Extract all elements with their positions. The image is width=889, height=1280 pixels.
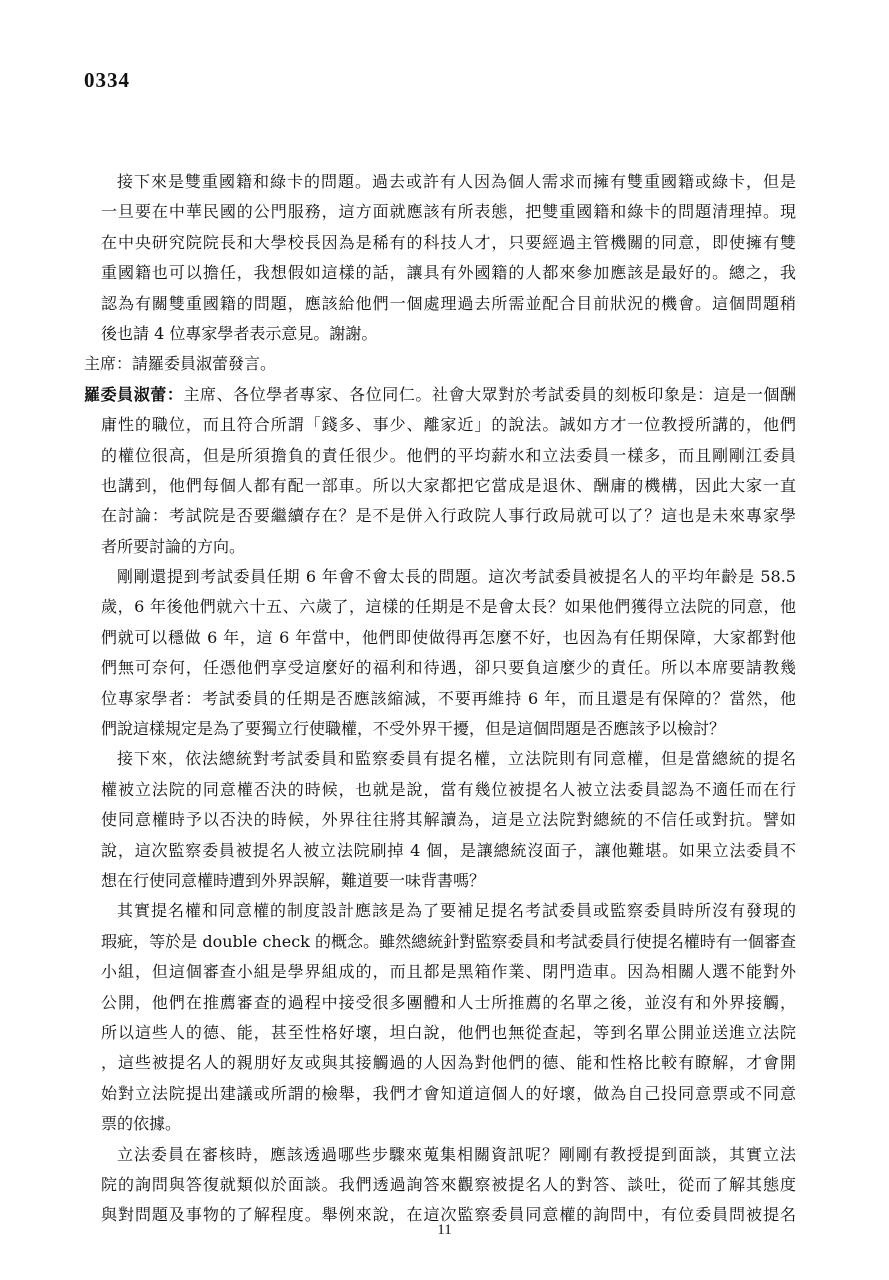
- text-line: 瑕疵，等於是 double check 的概念。雖然總統針對監察委員和考試委員行使提名權時有一個審查: [101, 931, 796, 951]
- paragraph-speaker: [84, 380, 796, 562]
- text-line: 權被立法院的同意權否決的時候，也就是說，當有幾位被提名人被立法委員認為不適任而在行: [101, 779, 796, 799]
- text-line: 後也請 4 位專家學者表示意見。謝謝。: [101, 323, 378, 343]
- text-line: 院的詢問與答復就類似於面談。我們透過詢答來觀察被提名人的對答、談吐，從而了解其態度: [101, 1174, 796, 1194]
- text-line: 小組，但這個審查小組是學界組成的，而且都是黑箱作業、閉門造車。因為相關人選不能對外: [101, 962, 796, 982]
- text-line: 立法委員在審核時，應該透過哪些步驟來蒐集相關資訊呢？剛剛有教授提到面談，其實立法: [117, 1144, 796, 1164]
- text-line: 說，這次監察委員被提名人被立法院刷掉 4 個，是讓總統沒面子，讓他難堪。如果立法委員不: [101, 840, 796, 860]
- text-line: ，這些被提名人的親朋好友或與其接觸過的人因為對他們的德、能和性格比較有瞭解，才會開: [101, 1053, 796, 1073]
- text-line: 在中央研究院院長和大學校長因為是稀有的科技人才，只要經過主管機關的同意，即使擁有雙: [101, 232, 796, 252]
- text-line: [84, 380, 796, 410]
- text-line: 其實提名權和同意權的制度設計應該是為了要補足提名考試委員或監察委員時所沒有發現的: [117, 901, 796, 921]
- chair-statement: 主席：請羅委員淑蕾發言。: [84, 354, 277, 374]
- text-line: 位專家學者：考試委員的任期是否應該縮減，不要再維持 6 年，而且還是有保障的？當然，他: [101, 688, 796, 708]
- text-line: 們就可以穩做 6 年，這 6 年當中，他們即使做得再怎麼不好，也因為有任期保障，大家都對他: [101, 627, 796, 647]
- text-line: 庸性的職位，而且符合所謂「錢多、事少、離家近」的說法。誠如方才一位教授所講的，他們: [101, 415, 796, 435]
- paragraph-dual-nationality: [84, 167, 796, 349]
- speaker-name: 羅委員淑蕾：: [84, 384, 184, 404]
- paragraph-system-design: [84, 896, 796, 1139]
- text-line: 們無可奈何，任憑他們享受這麼好的福利和待遇，卻只要負這麼少的責任。所以本席要請教幾: [101, 658, 796, 678]
- text-line: 公開，他們在推薦審查的過程中接受很多團體和人士所推薦的名單之後，並沒有和外界接觸，: [101, 992, 796, 1012]
- text-line: 使同意權時予以否決的時候，外界往往將其解讀為，這是立法院對總統的不信任或對抗。譬如: [101, 810, 796, 830]
- text-line: 者所要討論的方向。: [101, 536, 246, 556]
- speaker-text: 主席、各位學者專家、各位同仁。社會大眾對於考試委員的刻板印象是：這是一個酬: [183, 384, 796, 404]
- paragraph-review-process: [84, 1140, 796, 1231]
- text-line: 始對立法院提出建議或所謂的檢舉，我們才會知道這個人的好壞，做為自己投同意票或不同意: [101, 1083, 796, 1103]
- text-line: 接下來是雙重國籍和綠卡的問題。過去或許有人因為個人需求而擁有雙重國籍或綠卡，但是: [117, 172, 796, 191]
- text-line: 票的依據。: [101, 1114, 182, 1134]
- page-number: 11: [437, 1222, 452, 1238]
- text-line: 一旦要在中華民國的公門服務，這方面就應該有所表態，把雙重國籍和綠卡的問題清理掉。現: [101, 202, 796, 222]
- text-line: 剛剛還提到考試委員任期 6 年會不會太長的問題。這次考試委員被提名人的平均年齡是 58.5: [117, 567, 796, 587]
- document-body: [84, 167, 796, 1231]
- text-line: 們說這樣規定是為了要獨立行使職權，不受外界干擾，但是這個問題是否應該予以檢討？: [101, 719, 726, 739]
- text-line: 認為有關雙重國籍的問題，應該給他們一個處理過去所需並配合目前狀況的機會。這個問題稍: [101, 293, 796, 313]
- page-id: 0334: [84, 68, 130, 92]
- text-line: 歲，6 年後他們就六十五、六歲了，這樣的任期是不是會太長？如果他們獲得立法院的同意，他: [101, 597, 796, 617]
- text-line: 在討論：考試院是否要繼續存在？是不是併入行政院人事行政局就可以了？這也是未來專家學: [101, 506, 796, 526]
- text-line: 也講到，他們每個人都有配一部車。所以大家都把它當成是退休、酬庸的機構，因此大家一直: [101, 475, 796, 495]
- text-line: 想在行使同意權時遭到外界誤解，難道要一味背書嗎？: [101, 870, 486, 890]
- text-line: 接下來，依法總統對考試委員和監察委員有提名權，立法院則有同意權，但是當總統的提名: [117, 749, 796, 769]
- text-line: 重國籍也可以擔任，我想假如這樣的話，讓具有外國籍的人都來參加應該是最好的。總之，我: [101, 263, 796, 283]
- paragraph-term-length: [84, 562, 796, 744]
- text-line: 所以這些人的德、能，甚至性格好壞，坦白說，他們也無從查起，等到名單公開並送進立法院: [101, 1022, 796, 1042]
- text-line: 與對問題及事物的了解程度。舉例來說，在這次監察委員同意權的詢問中，有位委員問被提名: [101, 1205, 796, 1225]
- paragraph-nomination-consent: [84, 744, 796, 896]
- text-line: 的權位很高，但是所須擔負的責任很少。他們的平均薪水和立法委員一樣多，而且剛剛江委員: [101, 445, 796, 465]
